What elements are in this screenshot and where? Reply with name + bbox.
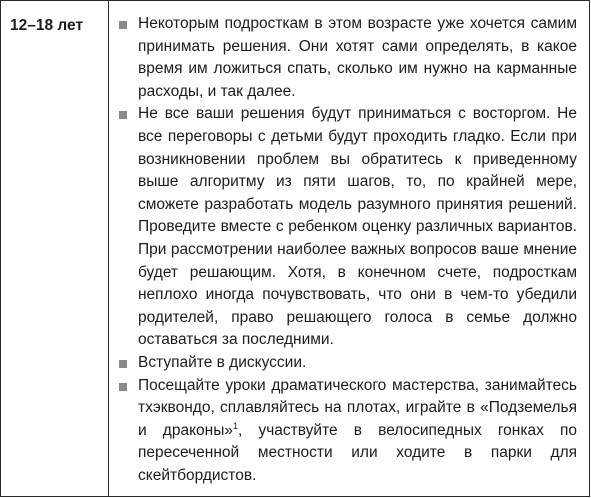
list-item <box>118 375 577 488</box>
age-label: 12–18 лет <box>1 1 109 497</box>
advice-cell <box>109 1 590 497</box>
list-item-text: Некоторым подросткам в этом возрасте уже хочется самим принимать решения. Они хотят сами определять, в какое время им ложиться спать, сколько им нужно на карманные расходы, и так далее. <box>138 15 577 100</box>
square-bullet-icon <box>119 21 127 29</box>
footnote-mark: 1 <box>233 420 239 431</box>
square-bullet-icon <box>119 383 127 391</box>
list-item-text-after: , участвуйте в велосипедных гонках по пересеченной местности или ходите в парки для скейтбордистов. <box>138 421 578 484</box>
list-item <box>118 352 577 375</box>
advice-list <box>118 13 577 487</box>
square-bullet-icon <box>119 111 127 119</box>
list-item-text: Вступайте в дискуссии. <box>138 353 307 371</box>
table-row <box>1 1 590 497</box>
list-item <box>118 103 577 352</box>
list-item <box>118 13 577 103</box>
square-bullet-icon <box>119 360 127 368</box>
list-item-text: Не все ваши решения будут приниматься с восторгом. Не все переговоры с детьми будут проходить гладко. Если при возникновении проблем вы обратитесь к приведенному выше алгоритму из пяти шагов, то, по крайней мере, сможете разработать модель разумного принятия решений. Проведите вместе с ребенком оценку различных вариантов. При рассмотрении наиболее важных вопросов ваше мнение будет решающим. Хотя, в конечном счете, подросткам неплохо иногда почувствовать, что они в чем-то убедили родителей, право решающего голоса в семье должно оставаться за последними. <box>138 105 577 349</box>
list-item-text-before: Посещайте уроки драматического мастерства, занимайтесь тхэквондо, сплавляйтесь на плотах, играйте в «Подземелья и драконы» <box>138 376 577 439</box>
